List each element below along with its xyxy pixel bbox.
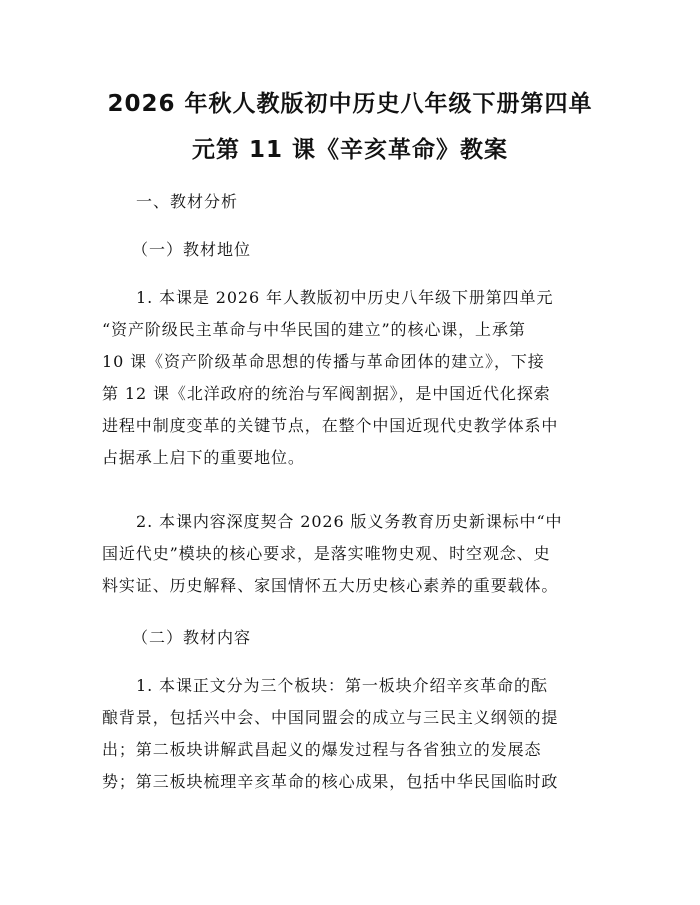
section-heading-materials-analysis: 一、教材分析: [136, 192, 239, 211]
paragraph-3-line-1: 1. 本课正文分为三个板块：第一板块介绍辛亥革命的酝: [136, 676, 548, 695]
paragraph-3-line-3: 出；第二板块讲解武昌起义的爆发过程与各省独立的发展态: [102, 740, 542, 759]
subsection-heading-material-status: （一）教材地位: [132, 240, 252, 259]
paragraph-1-line-5: 进程中制度变革的关键节点，在整个中国近现代史教学体系中: [102, 416, 559, 435]
subsection-heading-material-content: （二）教材内容: [132, 628, 252, 647]
paragraph-2-line-3: 料实证、历史解释、家国情怀五大历史核心素养的重要载体。: [102, 576, 559, 595]
document-title-line-1: 2026 年秋人教版初中历史八年级下册第四单: [107, 91, 593, 117]
paragraph-1-line-1: 1. 本课是 2026 年人教版初中历史八年级下册第四单元: [136, 288, 554, 307]
paragraph-1-line-2: “资产阶级民主革命与中华民国的建立”的核心课，上承第: [102, 320, 526, 339]
paragraph-1-line-4: 第 12 课《北洋政府的统治与军阀割据》，是中国近代化探索: [102, 384, 551, 403]
paragraph-3-line-2: 酿背景，包括兴中会、中国同盟会的成立与三民主义纲领的提: [102, 708, 559, 727]
document-title-line-2: 元第 11 课《辛亥革命》教案: [191, 137, 509, 163]
paragraph-1-line-6: 占据承上启下的重要地位。: [102, 448, 305, 467]
paragraph-2-line-1: 2. 本课内容深度契合 2026 版义务教育历史新课标中“中: [136, 512, 563, 531]
paragraph-2-line-2: 国近代史”模块的核心要求，是落实唯物史观、时空观念、史: [102, 544, 551, 563]
paragraph-1-line-3: 10 课《资产阶级革命思想的传播与革命团体的建立》，下接: [102, 352, 545, 371]
paragraph-3-line-4: 势；第三板块梳理辛亥革命的核心成果，包括中华民国临时政: [102, 772, 559, 791]
